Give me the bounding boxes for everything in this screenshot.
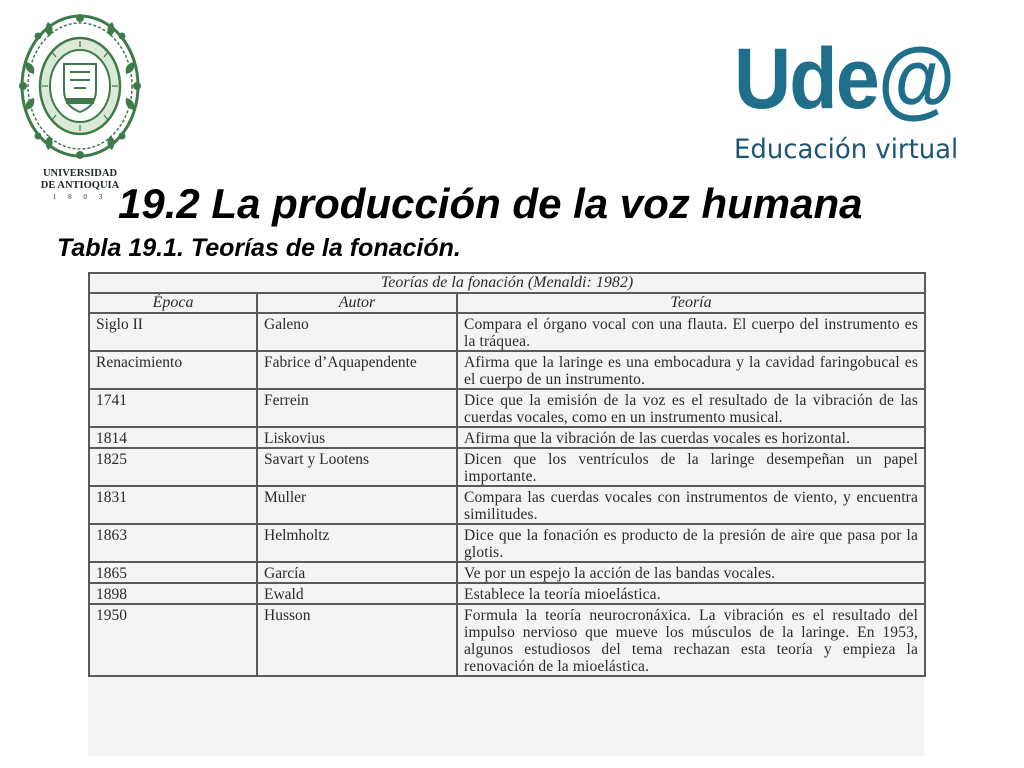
cell-epoca: 1741: [89, 389, 257, 427]
table-caption: Tabla 19.1. Teorías de la fonación.: [57, 234, 461, 262]
seal-text-year: 1 8 0 3: [52, 193, 108, 201]
seal-emblem-icon: [18, 12, 142, 168]
cell-epoca: 1814: [89, 427, 257, 448]
table-inner-caption: Teorías de la fonación (Menaldi: 1982): [89, 273, 925, 293]
cell-epoca: Renacimiento: [89, 351, 257, 389]
header-teoria: Teoría: [457, 293, 925, 313]
table-row: [89, 583, 925, 604]
cell-autor: Galeno: [257, 313, 457, 351]
cell-autor: Muller: [257, 486, 457, 524]
table-row: [89, 562, 925, 583]
cell-autor: Fabrice d’Aquapendente: [257, 351, 457, 389]
table-row: [89, 448, 925, 486]
header-epoca: Época: [89, 293, 257, 313]
cell-teoria: Dice que la fonación es producto de la presión de aire que pasa por la glotis.: [457, 524, 925, 562]
fonacion-table-image: [88, 272, 924, 756]
udea-logo-word: Ude@: [734, 31, 954, 127]
cell-teoria: Formula la teoría neurocronáxica. La vibración es el resultado del impulso nervioso que mueve los músculos de la laringe. En 1953, algunos estudiosos del tema rechazan esta teoría y empieza la renovación de la mioelástica.: [457, 604, 925, 676]
cell-epoca: 1898: [89, 583, 257, 604]
cell-teoria: Dice que la emisión de la voz es el resultado de la vibración de las cuerdas vocales, como en un instrumento musical.: [457, 389, 925, 427]
cell-teoria: Afirma que la laringe es una embocadura y la cavidad faringobucal es el cuerpo de un instrumento.: [457, 351, 925, 389]
cell-teoria: Establece la teoría mioelástica.: [457, 583, 925, 604]
cell-epoca: 1831: [89, 486, 257, 524]
table-caption-row: [89, 273, 925, 293]
table-header-row: [89, 293, 925, 313]
table-row: [89, 604, 925, 676]
fonacion-table: [88, 272, 926, 677]
cell-teoria: Compara las cuerdas vocales con instrumentos de viento, y encuentra similitudes.: [457, 486, 925, 524]
cell-autor: Ferrein: [257, 389, 457, 427]
cell-teoria: Ve por un espejo la acción de las bandas vocales.: [457, 562, 925, 583]
cell-epoca: 1825: [89, 448, 257, 486]
table-row: [89, 486, 925, 524]
table-row: [89, 524, 925, 562]
udea-logo: [730, 31, 980, 176]
header-autor: Autor: [257, 293, 457, 313]
udea-logo-subtitle: Educación virtual: [734, 134, 959, 165]
cell-autor: García: [257, 562, 457, 583]
table-row: [89, 313, 925, 351]
cell-autor: Liskovius: [257, 427, 457, 448]
table-row: [89, 389, 925, 427]
table-row: [89, 351, 925, 389]
cell-epoca: 1865: [89, 562, 257, 583]
cell-autor: Helmholtz: [257, 524, 457, 562]
cell-autor: Husson: [257, 604, 457, 676]
cell-epoca: 1950: [89, 604, 257, 676]
cell-teoria: Dicen que los ventrículos de la laringe desempeñan un papel importante.: [457, 448, 925, 486]
cell-epoca: 1863: [89, 524, 257, 562]
seal-text-line2: DE ANTIOQUIA: [40, 180, 120, 191]
slide-title: 19.2 La producción de la voz humana: [118, 180, 863, 227]
cell-teoria: Compara el órgano vocal con una flauta. El cuerpo del instrumento es la tráquea.: [457, 313, 925, 351]
cell-teoria: Afirma que la vibración de las cuerdas vocales es horizontal.: [457, 427, 925, 448]
cell-autor: Savart y Lootens: [257, 448, 457, 486]
cell-autor: Ewald: [257, 583, 457, 604]
table-row: [89, 427, 925, 448]
seal-text-line1: UNIVERSIDAD: [42, 168, 118, 179]
cell-epoca: Siglo II: [89, 313, 257, 351]
